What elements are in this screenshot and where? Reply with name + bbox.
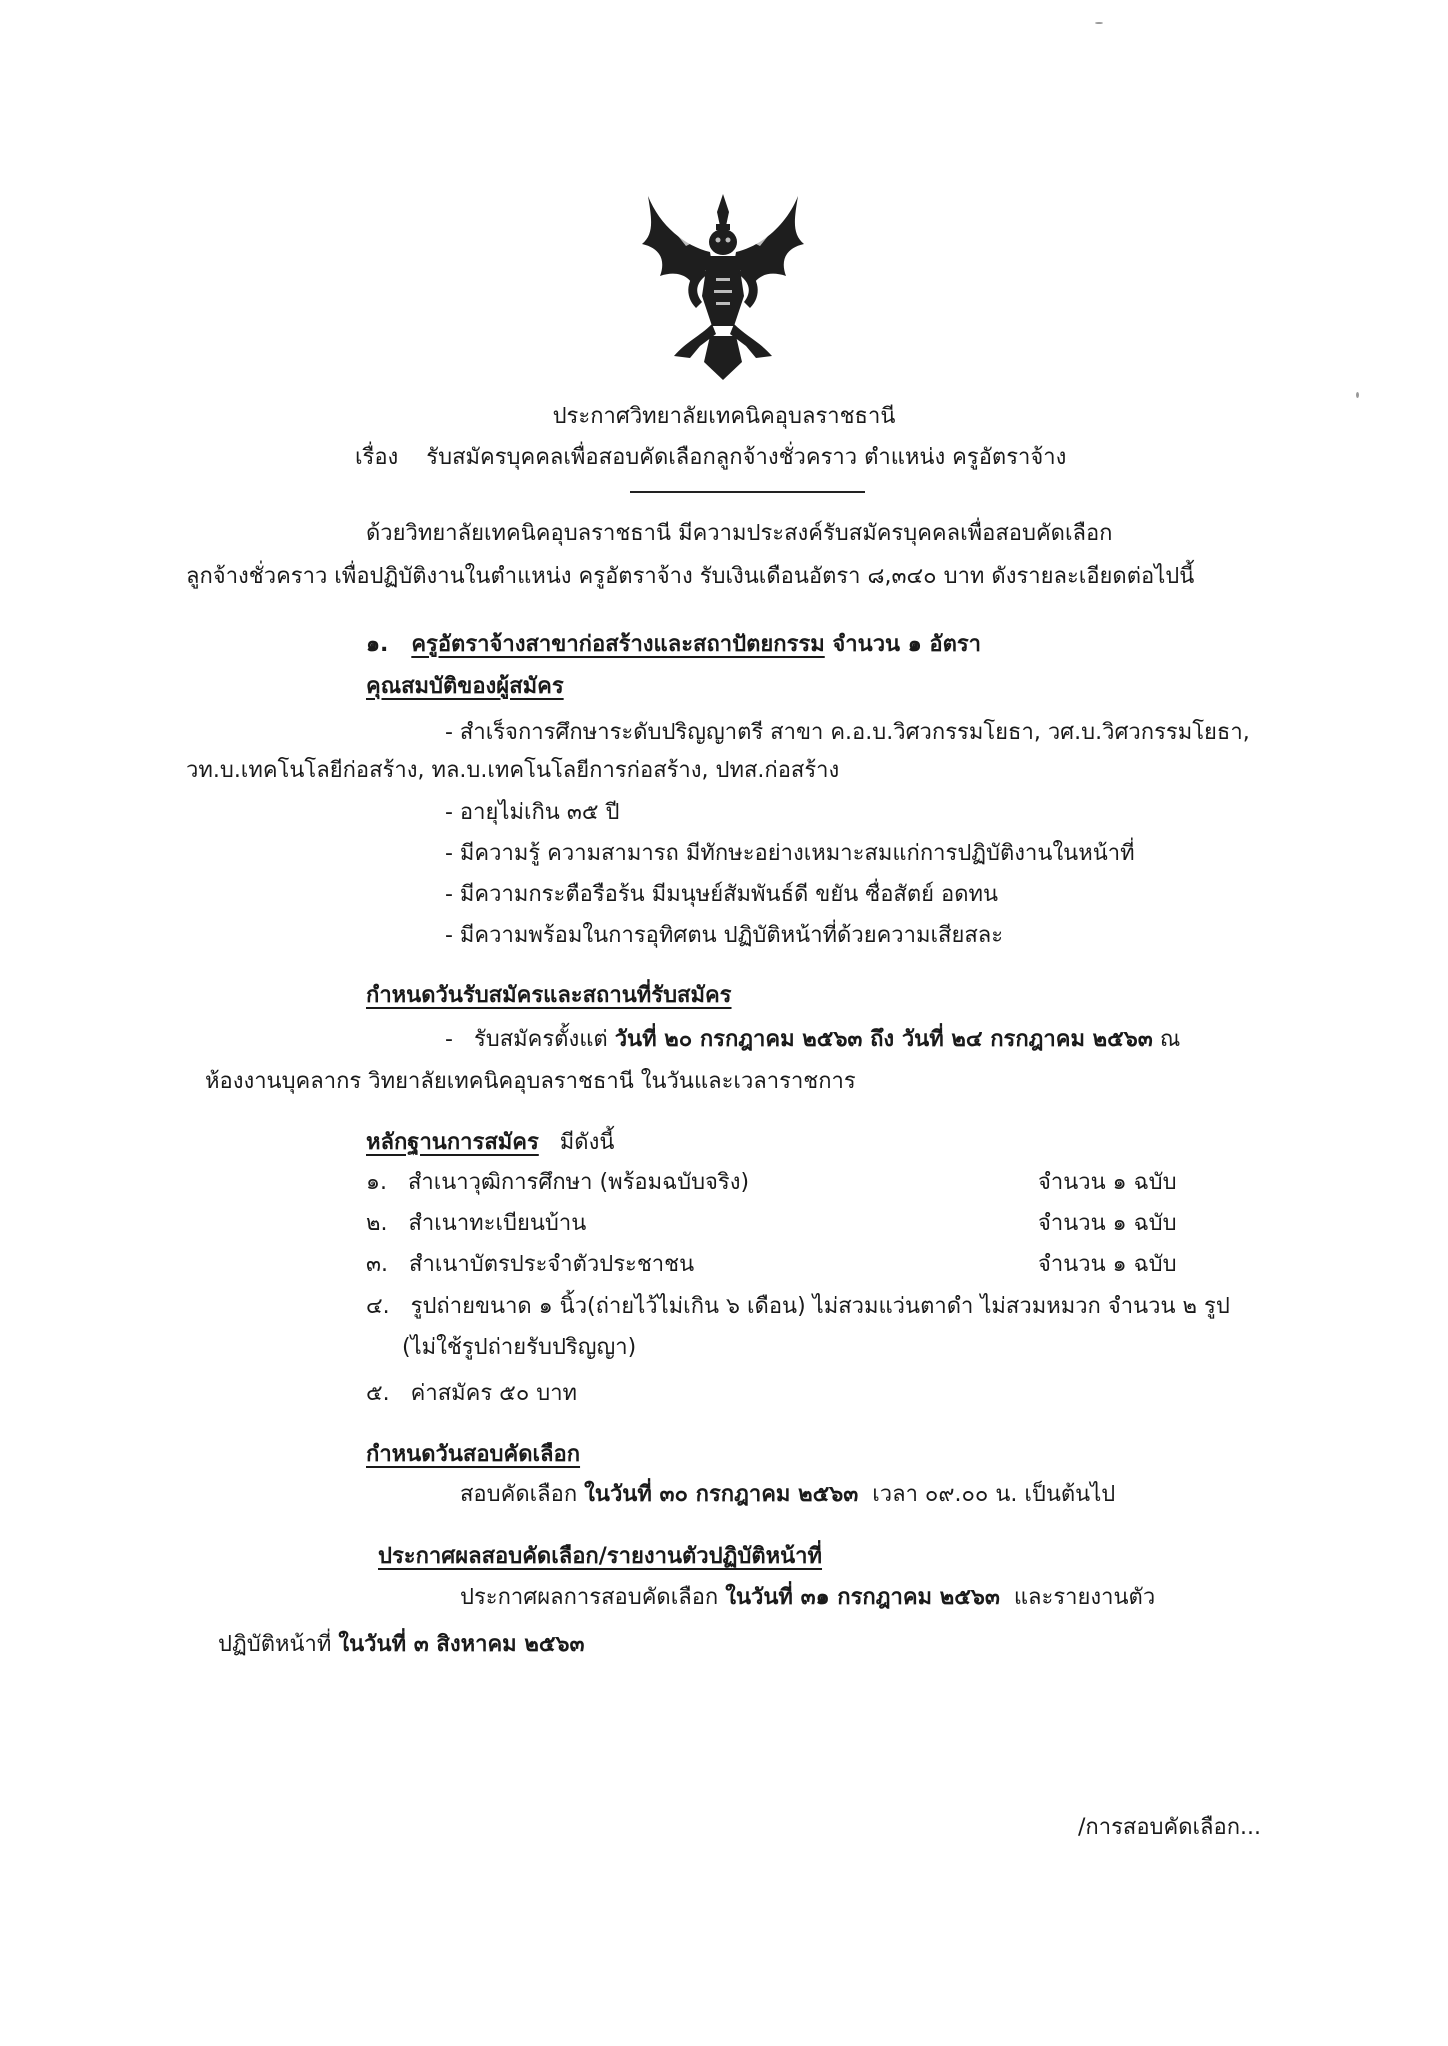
subject-text: รับสมัครบุคคลเพื่อสอบคัดเลือกลูกจ้างชั่วคราว ตำแหน่ง ครูอัตราจ้าง [426,445,1067,470]
results-label: ประกาศผลการสอบคัดเลือก [460,1585,719,1610]
document-item-number: ๒. [366,1211,388,1236]
documents-heading [366,1128,614,1158]
document-item-text: ค่าสมัคร ๕๐ บาท [410,1381,578,1406]
document-item-continuation: (ไม่ใช้รูปถ่ายรับปริญญา) [402,1335,637,1360]
report-duty-label: ปฏิบัติหน้าที่ [218,1632,332,1657]
qualification-item: - มีความกระตือรือร้น มีมนุษย์สัมพันธ์ดี ขยัน ซื่อสัตย์ อดทน [445,882,999,907]
intro-line-2: ลูกจ้างชั่วคราว เพื่อปฏิบัติงานในตำแหน่ง ครูอัตราจ้าง รับเงินเดือนอัตรา ๘,๓๔๐ บาท ดังรายละเอียดต่อไปนี้ [186,564,1195,589]
document-item [366,1168,749,1198]
application-at: ณ [1159,1027,1181,1052]
continued-marker: /การสอบคัดเลือก... [1078,1815,1262,1840]
qualification-item: - มีความพร้อมในการอุทิศตน ปฏิบัติหน้าที่ด้วยความเสียสละ [445,923,1004,948]
document-item-text: สำเนาทะเบียนบ้าน [408,1211,587,1236]
document-item-number: ๑. [366,1170,387,1195]
qualifications-heading: คุณสมบัติของผู้สมัคร [366,674,564,699]
documents-heading-text: หลักฐานการสมัคร [366,1130,539,1155]
document-item-number: ๕. [366,1381,390,1406]
results-heading: ประกาศผลสอบคัดเลือก/รายงานตัวปฏิบัติหน้าที่ [378,1544,823,1569]
report-date: ในวันที่ ๓ สิงหาคม ๒๕๖๓ [338,1632,585,1657]
document-item [366,1209,586,1239]
document-item-text: รูปถ่ายขนาด ๑ นิ้ว(ถ่ายไว้ไม่เกิน ๖ เดือน) ไม่สวมแว่นตาดำ ไม่สวมหมวก จำนวน ๒ รูป [410,1294,1230,1319]
application-line-1 [445,1025,1180,1055]
exam-date: ในวันที่ ๓๐ กรกฎาคม ๒๕๖๓ [584,1482,859,1507]
application-line-2: ห้องงานบุคลากร วิทยาลัยเทคนิคอุบลราชธานี ในวันและเวลาราชการ [205,1069,856,1094]
subject-line [355,443,1066,473]
report-label: และรายงานตัว [1013,1585,1156,1610]
document-item-number: ๓. [366,1252,389,1277]
document-item-text: สำเนาวุฒิการศึกษา (พร้อมฉบับจริง) [407,1170,750,1195]
application-dates: วันที่ ๒๐ กรกฎาคม ๒๕๖๓ ถึง วันที่ ๒๔ กรกฎาคม ๒๕๖๓ [614,1027,1153,1052]
application-start-label: รับสมัครตั้งแต่ [473,1027,608,1052]
scan-speck [1356,392,1359,398]
results-line-1 [460,1583,1155,1613]
results-line-2 [218,1630,584,1660]
document-item [366,1250,694,1280]
scan-speck [1095,22,1103,24]
document-item-text: สำเนาบัตรประจำตัวประชาชน [409,1252,695,1277]
position-name: ครูอัตราจ้างสาขาก่อสร้างและสถาปัตยกรรม [411,632,825,657]
exam-heading: กำหนดวันสอบคัดเลือก [366,1442,581,1467]
exam-line [460,1480,1115,1510]
documents-heading-suffix: มีดังนี้ [559,1130,615,1155]
document-item [366,1292,1230,1322]
position-heading [366,630,981,660]
announcement-title: ประกาศวิทยาลัยเทคนิคอุบลราชธานี [552,404,896,429]
subject-label: เรื่อง [355,445,399,470]
document-item [366,1379,577,1409]
document-item-qty: จำนวน ๑ ฉบับ [1038,1252,1177,1277]
qualification-item: - มีความรู้ ความสามารถ มีทักษะอย่างเหมาะสมแก่การปฏิบัติงานในหน้าที่ [445,841,1135,866]
document-item-number: ๔. [366,1294,390,1319]
document-item-qty: จำนวน ๑ ฉบับ [1038,1211,1177,1236]
intro-line-1: ด้วยวิทยาลัยเทคนิคอุบลราชธานี มีความประสงค์รับสมัครบุคคลเพื่อสอบคัดเลือก [366,521,1113,546]
exam-time: เวลา ๐๙.๐๐ น. เป็นต้นไป [872,1482,1116,1507]
exam-label: สอบคัดเลือก [460,1482,578,1507]
dash: - [445,1027,453,1052]
position-number: ๑. [366,632,389,657]
garuda-emblem-icon [630,186,816,382]
qualification-item: - สำเร็จการศึกษาระดับปริญญาตรี สาขา ค.อ.บ.วิศวกรรมโยธา, วศ.บ.วิศวกรรมโยธา, [445,720,1250,745]
position-count: จำนวน ๑ อัตรา [832,632,982,657]
application-heading: กำหนดวันรับสมัครและสถานที่รับสมัคร [366,983,732,1008]
qualification-item: - อายุไม่เกิน ๓๕ ปี [445,800,620,825]
header-divider [630,491,865,493]
qualification-item: วท.บ.เทคโนโลยีก่อสร้าง, ทล.บ.เทคโนโลยีการก่อสร้าง, ปทส.ก่อสร้าง [186,758,840,783]
document-item-qty: จำนวน ๑ ฉบับ [1038,1170,1177,1195]
results-date: ในวันที่ ๓๑ กรกฎาคม ๒๕๖๓ [725,1585,1000,1610]
